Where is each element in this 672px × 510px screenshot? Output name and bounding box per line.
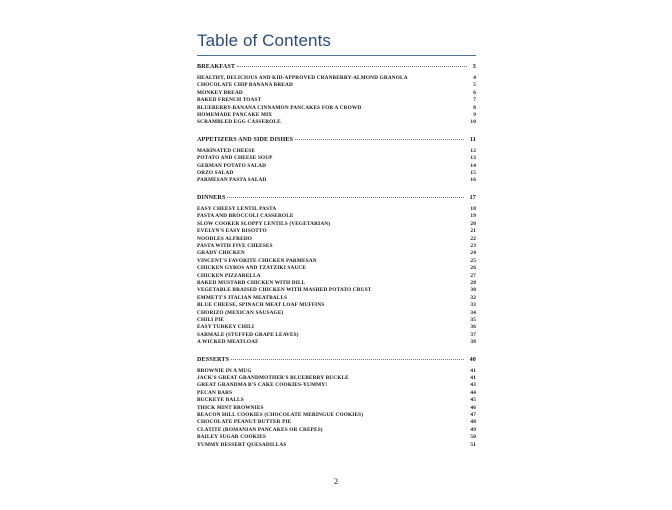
toc-section: [197, 194, 476, 347]
entry-page-number: 5: [473, 82, 476, 89]
toc-entry[interactable]: [197, 382, 476, 389]
entry-page-number: 4: [473, 75, 476, 81]
entry-page-number: 23: [470, 242, 476, 249]
entry-page-number: 38: [470, 339, 476, 346]
title-underline: [197, 55, 476, 56]
entry-page-number: 9: [473, 112, 476, 119]
entry-page-number: 44: [470, 389, 476, 396]
toc-entry[interactable]: [197, 90, 476, 97]
dot-leader: [227, 197, 463, 198]
entry-page-number: 33: [470, 302, 476, 309]
toc-entry[interactable]: [197, 75, 476, 82]
toc-entry[interactable]: [197, 397, 476, 404]
toc-entry[interactable]: [197, 170, 476, 177]
entry-page-number: 26: [470, 265, 476, 272]
entry-label: EVELYN'S EASY RISOTTO: [197, 228, 267, 235]
toc-entry[interactable]: [197, 273, 476, 280]
toc-entry[interactable]: [197, 324, 476, 331]
entry-page-number: 32: [470, 294, 476, 301]
toc-section: [197, 136, 476, 185]
entry-label: PECAN BARS: [197, 389, 233, 396]
section-heading[interactable]: [197, 63, 476, 71]
toc-section: [197, 356, 476, 449]
toc-entry[interactable]: [197, 82, 476, 89]
entry-label: CHORIZO (MEXICAN SAUSAGE): [197, 309, 284, 316]
toc-entry[interactable]: [197, 97, 476, 104]
entry-page-number: 18: [470, 205, 476, 212]
entry-page-number: 15: [470, 170, 476, 177]
section-page-number: 3: [472, 64, 476, 70]
entry-label: BUCKEYE BALLS: [197, 397, 244, 404]
entry-label: CHICKEN GYROS AND TZATZIKI SAUCE: [197, 265, 307, 272]
section-heading-label: APPETIZERS AND SIDE DISHES: [197, 136, 294, 143]
entry-page-number: 45: [470, 397, 476, 404]
entry-page-number: 27: [470, 272, 476, 279]
entry-label: SCRAMBLED EGG CASSEROLE: [197, 119, 281, 126]
toc-section: [197, 63, 476, 127]
entry-label: MONKEY BREAD: [197, 89, 243, 96]
dot-leader: [237, 66, 467, 67]
section-page-number: 40: [469, 356, 476, 363]
entry-label: EMMETT'S ITALIAN MEATBALLS: [197, 294, 288, 301]
entry-page-number: 14: [470, 162, 476, 169]
entry-label: EASY CHEESY LENTIL PASTA: [197, 205, 277, 212]
section-heading[interactable]: [197, 136, 476, 144]
entry-label: ORZO SALAD: [197, 170, 234, 177]
entry-label: BLUEBERRY-BANANA CINNAMON PANCAKES FOR A CROWD: [197, 104, 362, 111]
entry-page-number: 7: [473, 97, 476, 104]
toc-entry[interactable]: [197, 442, 476, 449]
toc-entry[interactable]: [197, 213, 476, 220]
entry-label: A WICKED MEATLOAF: [197, 339, 259, 346]
entry-label: POTATO AND CHEESE SOUP: [197, 155, 273, 162]
section-heading-label: DESSERTS: [197, 356, 230, 363]
toc-entry[interactable]: [197, 221, 476, 228]
entry-page-number: 41: [470, 375, 476, 381]
page-number: 2: [334, 477, 338, 486]
entry-label: HEALTHY, DELICIOUS AND KID-APPROVED CRANBERRY-ALMOND GRANOLA: [197, 75, 408, 81]
entry-label: GRADY CHICKEN: [197, 250, 245, 257]
entry-page-number: 46: [470, 404, 476, 411]
entry-page-number: 12: [470, 147, 476, 154]
toc-entry[interactable]: [197, 265, 476, 272]
entry-page-number: 49: [470, 426, 476, 433]
entry-page-number: 10: [470, 119, 476, 126]
entry-label: VEGETABLE BRAISED CHICKEN WITH MASHED POTATO CRUST: [197, 287, 372, 294]
entry-label: CHILI PIE: [197, 316, 225, 323]
entry-page-number: 35: [470, 316, 476, 323]
toc-entry[interactable]: [197, 105, 476, 112]
entry-label: VINCENT'S FAVORITE CHICKEN PARMESAN: [197, 257, 317, 264]
entry-page-number: 20: [470, 220, 476, 227]
toc-entry[interactable]: [197, 206, 476, 213]
toc-entry[interactable]: [197, 368, 476, 375]
entry-label: BAKED MUSTARD CHICKEN WITH DILL: [197, 279, 306, 286]
entry-label: PASTA AND BROCCOLI CASSEROLE: [197, 213, 294, 220]
entry-label: PASTA WITH FIVE CHEESES: [197, 242, 273, 249]
toc-entry[interactable]: [197, 427, 476, 434]
entry-label: THICK MINT BROWNIES: [197, 404, 264, 411]
toc-entry[interactable]: [197, 155, 476, 162]
entry-page-number: 16: [470, 177, 476, 184]
entry-page-number: 8: [473, 104, 476, 111]
entry-label: CHOCOLATE PEANUT BUTTER PIE: [197, 419, 292, 426]
toc-entry[interactable]: [197, 412, 476, 419]
entry-label: MARINATED CHEESE: [197, 147, 256, 154]
entry-page-number: 37: [470, 331, 476, 338]
entry-page-number: 34: [470, 309, 476, 316]
entry-label: YUMMY DESSERT QUESADILLAS: [197, 441, 287, 448]
entry-label: SARMALE (STUFFED GRAPE LEAVES): [197, 331, 299, 338]
toc-entry[interactable]: [197, 280, 476, 287]
entry-page-number: 6: [473, 89, 476, 96]
toc-entry[interactable]: [197, 287, 476, 294]
entry-label: BAILEY SUGAR COOKIES: [197, 434, 267, 441]
entry-label: BROWNIE IN A MUG: [197, 367, 252, 374]
entry-page-number: 25: [470, 257, 476, 264]
toc-entry[interactable]: [197, 375, 476, 382]
section-heading-label: BREAKFAST: [197, 64, 236, 70]
entry-page-number: 28: [470, 279, 476, 286]
toc-entry[interactable]: [197, 148, 476, 155]
toc-entry[interactable]: [197, 317, 476, 324]
entry-label: CLATITE (ROMANIAN PANCAKES OR CREPES): [197, 426, 323, 433]
toc-entry[interactable]: [197, 302, 476, 309]
toc-entry[interactable]: [197, 295, 476, 302]
section-heading[interactable]: [197, 356, 476, 364]
toc-entry[interactable]: [197, 236, 476, 243]
section-page-number: 17: [469, 194, 476, 201]
page-title: Table of Contents: [197, 31, 332, 50]
entry-page-number: 43: [470, 382, 476, 389]
entry-label: BLUE CHEESE, SPINACH MEAT LOAF MUFFINS: [197, 302, 325, 309]
entry-label: NOODLES ALFREDO: [197, 235, 253, 242]
entry-label: CHOCOLATE CHIP BANANA BREAD: [197, 82, 293, 89]
entry-page-number: 19: [470, 213, 476, 220]
toc-entry[interactable]: [197, 250, 476, 257]
entry-page-number: 13: [470, 155, 476, 162]
toc-entry[interactable]: [197, 243, 476, 250]
dot-leader: [295, 139, 464, 140]
entry-label: GREAT GRANDMA B'S CAKE COOKIES-YUMMY!: [197, 382, 328, 389]
entry-page-number: 24: [470, 250, 476, 257]
entry-page-number: 51: [470, 441, 476, 448]
toc-entry[interactable]: [197, 177, 476, 184]
section-heading-label: DINNERS: [197, 194, 226, 201]
toc-entry[interactable]: [197, 332, 476, 339]
toc-entry[interactable]: [197, 119, 476, 126]
toc-entry[interactable]: [197, 434, 476, 441]
entry-label: BEACON HILL COOKIES (CHOCOLATE MERINGUE COOKIES): [197, 412, 364, 419]
entry-page-number: 48: [470, 419, 476, 426]
toc-entry[interactable]: [197, 419, 476, 426]
toc-entry[interactable]: [197, 112, 476, 119]
entry-label: GERMAN POTATO SALAD: [197, 162, 267, 169]
entry-label: SLOW COOKER SLOPPY LENTILS (VEGETARIAN): [197, 220, 331, 227]
entry-label: PARMESAN PASTA SALAD: [197, 177, 267, 184]
toc-entry[interactable]: [197, 390, 476, 397]
table-of-contents: [197, 63, 476, 458]
entry-page-number: 50: [470, 434, 476, 441]
entry-label: BAKED FRENCH TOAST: [197, 97, 262, 104]
entry-page-number: 30: [470, 287, 476, 294]
entry-page-number: 21: [470, 228, 476, 235]
dot-leader: [231, 359, 463, 360]
toc-entry[interactable]: [197, 310, 476, 317]
toc-entry[interactable]: [197, 339, 476, 346]
entry-label: CHICKEN PIZZARELLA: [197, 272, 261, 279]
toc-entry[interactable]: [197, 258, 476, 265]
entry-page-number: 36: [470, 324, 476, 331]
entry-label: JACK'S GREAT GRANDMOTHER'S BLUEBERRY BUCKLE: [197, 375, 349, 381]
entry-page-number: 47: [470, 412, 476, 419]
entry-label: HOMEMADE PANCAKE MIX: [197, 112, 273, 119]
toc-entry[interactable]: [197, 163, 476, 170]
section-heading[interactable]: [197, 194, 476, 202]
toc-entry[interactable]: [197, 228, 476, 235]
entry-label: EASY TURKEY CHILI: [197, 324, 255, 331]
entry-page-number: 22: [470, 235, 476, 242]
toc-entry[interactable]: [197, 405, 476, 412]
entry-page-number: 41: [470, 367, 476, 374]
section-page-number: 11: [469, 136, 476, 143]
